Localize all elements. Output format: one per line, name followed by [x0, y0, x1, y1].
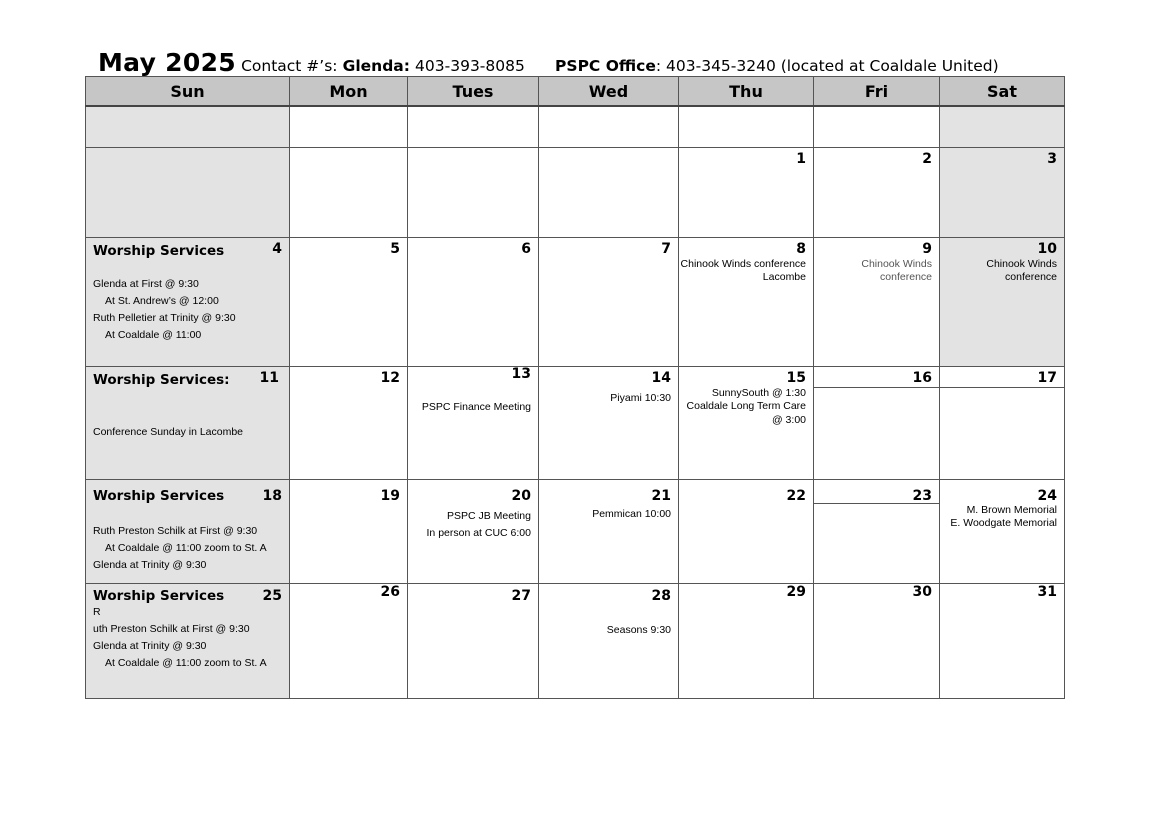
weekday-fri: Fri	[814, 77, 940, 107]
contact-label: Contact #’s:	[241, 57, 338, 75]
weekday-wed: Wed	[539, 77, 679, 107]
note-line: Ruth Preston Schilk at First @ 9:30	[93, 524, 258, 537]
event-line: Coaldale Long Term Care	[686, 400, 806, 412]
event-text	[610, 392, 671, 406]
day-number: 10	[1037, 240, 1057, 257]
day-number: 18	[262, 487, 282, 504]
note-line: Ruth Pelletier at Trinity @ 9:30	[93, 312, 236, 325]
day-cell[interactable]	[539, 366, 679, 479]
day-cell[interactable]	[940, 366, 1065, 479]
day-number: 20	[511, 487, 531, 504]
glenda-phone: 403-393-8085	[415, 57, 525, 75]
day-number: 11	[259, 369, 279, 386]
day-number: 28	[651, 587, 671, 604]
event-text	[607, 624, 671, 638]
day-cell-empty	[86, 106, 290, 147]
event-line: M. Brown Memorial	[966, 503, 1057, 516]
day-number: 1	[796, 150, 806, 167]
day-cell-empty	[290, 106, 408, 147]
day-cell-sunday[interactable]	[86, 366, 290, 479]
note-line: uth Preston Schilk at First @ 9:30	[93, 622, 250, 635]
day-cell[interactable]	[679, 583, 814, 698]
day-number: 30	[912, 583, 932, 600]
day-cell[interactable]	[408, 366, 539, 479]
office-phone: : 403-345-3240 (located at Coaldale United)	[655, 57, 999, 75]
note-line: At Coaldale @ 11:00 zoom to St. A	[105, 657, 267, 670]
event-text	[681, 258, 806, 285]
event-line: Piyami 10:30	[610, 391, 671, 404]
event-line: SunnySouth @ 1:30	[711, 386, 806, 399]
worship-notes	[93, 276, 236, 345]
day-cell[interactable]	[940, 147, 1065, 237]
event-line: In person at CUC 6:00	[426, 526, 531, 539]
blank-week-row	[86, 106, 1065, 147]
day-cell-empty	[940, 106, 1065, 147]
month-title: May 2025	[98, 48, 236, 77]
note-line: At Coaldale @ 11:00 zoom to St. A	[105, 541, 267, 554]
day-cell[interactable]	[679, 479, 814, 583]
event-line: conference	[880, 271, 932, 283]
day-cell[interactable]	[940, 237, 1065, 366]
week-row-2	[86, 237, 1065, 366]
glenda-label: Glenda:	[342, 57, 410, 75]
week-row-5	[86, 583, 1065, 698]
day-cell[interactable]	[408, 479, 539, 583]
day-number: 21	[651, 487, 671, 504]
day-number: 14	[651, 369, 671, 386]
calendar-header	[98, 48, 1098, 76]
day-number: 13	[511, 365, 531, 382]
day-number: 29	[786, 583, 806, 600]
event-text	[422, 401, 531, 415]
day-number: 5	[390, 240, 400, 257]
event-line: Seasons 9:30	[606, 623, 671, 636]
event-line: Chinook Winds	[986, 257, 1057, 270]
weekday-thu: Thu	[679, 77, 814, 107]
day-cell[interactable]	[539, 237, 679, 366]
day-cell[interactable]	[539, 479, 679, 583]
day-number: 9	[922, 240, 932, 257]
event-line: Lacombe	[762, 271, 806, 283]
event-line: PSPC Finance Meeting	[421, 400, 531, 413]
note-line: At St. Andrew’s @ 12:00	[105, 294, 219, 307]
day-number: 26	[380, 583, 400, 600]
day-cell-sunday[interactable]	[86, 583, 290, 698]
office-label: PSPC Office	[555, 57, 656, 75]
day-cell[interactable]	[408, 237, 539, 366]
day-cell[interactable]	[814, 479, 940, 583]
worship-services-label: Worship Services	[93, 587, 225, 604]
worship-services-label: Worship Services:	[93, 371, 230, 388]
note-line: Glenda at First @ 9:30	[93, 277, 199, 290]
day-number: 19	[380, 487, 400, 504]
day-number: 15	[786, 369, 806, 386]
event-line: PSPC JB Meeting	[446, 509, 531, 522]
worship-services-label: Worship Services	[93, 242, 225, 259]
day-number: 4	[272, 240, 282, 257]
day-cell[interactable]	[814, 147, 940, 237]
note-line: Glenda at Trinity @ 9:30	[93, 640, 207, 653]
worship-notes	[93, 523, 267, 575]
day-cell-empty	[86, 147, 290, 237]
weekday-mon: Mon	[290, 77, 408, 107]
day-cell[interactable]	[679, 147, 814, 237]
calendar-grid	[85, 76, 1065, 699]
day-cell-empty	[539, 106, 679, 147]
worship-notes	[93, 424, 243, 441]
worship-services-label: Worship Services	[93, 487, 225, 504]
day-cell-sunday[interactable]	[86, 237, 290, 366]
day-cell-empty	[539, 147, 679, 237]
day-number: 7	[661, 240, 671, 257]
day-cell-empty	[408, 147, 539, 237]
weekday-sat: Sat	[940, 77, 1065, 107]
day-cell-empty	[679, 106, 814, 147]
event-line: E. Woodgate Memorial	[950, 517, 1057, 529]
event-line: @ 3:00	[771, 413, 806, 426]
day-cell[interactable]	[679, 366, 814, 479]
week-row-1	[86, 147, 1065, 237]
note-line: Glenda at Trinity @ 9:30	[93, 559, 207, 572]
note-line: R	[93, 605, 101, 618]
event-text	[950, 504, 1057, 531]
event-line: conference	[1005, 271, 1057, 283]
day-cell-sunday[interactable]	[86, 479, 290, 583]
divider	[814, 387, 939, 388]
event-line: Chinook Winds	[861, 257, 932, 270]
day-number: 23	[912, 487, 932, 504]
day-cell[interactable]	[814, 366, 940, 479]
event-text	[861, 258, 932, 285]
event-text	[592, 508, 671, 522]
divider	[814, 503, 939, 504]
event-line: Pemmican 10:00	[592, 507, 671, 520]
day-cell[interactable]	[290, 583, 408, 698]
weekday-header-row	[86, 77, 1065, 107]
day-number: 31	[1037, 583, 1057, 600]
day-number: 3	[1047, 150, 1057, 167]
day-number: 27	[511, 587, 531, 604]
day-cell-empty	[408, 106, 539, 147]
note-line: At Coaldale @ 11:00	[105, 329, 202, 342]
day-number: 24	[1037, 487, 1057, 504]
day-number: 22	[786, 487, 806, 504]
event-text	[427, 508, 531, 542]
day-cell[interactable]	[290, 366, 408, 479]
day-cell-empty	[290, 147, 408, 237]
event-text	[986, 258, 1057, 285]
day-number: 17	[1037, 369, 1057, 386]
day-cell[interactable]	[814, 583, 940, 698]
week-row-4	[86, 479, 1065, 583]
day-cell[interactable]	[539, 583, 679, 698]
day-number: 25	[262, 587, 282, 604]
day-number: 2	[922, 150, 932, 167]
day-number: 12	[380, 369, 400, 386]
event-text	[687, 387, 806, 428]
day-cell-empty	[814, 106, 940, 147]
day-cell[interactable]	[814, 237, 940, 366]
day-cell[interactable]	[679, 237, 814, 366]
worship-notes	[93, 604, 267, 673]
day-cell[interactable]	[290, 237, 408, 366]
day-cell[interactable]	[940, 479, 1065, 583]
event-line: Chinook Winds conference	[680, 257, 806, 270]
divider	[940, 387, 1064, 388]
day-cell[interactable]	[408, 583, 539, 698]
day-cell[interactable]	[940, 583, 1065, 698]
day-cell[interactable]	[290, 479, 408, 583]
note-line: Conference Sunday in Lacombe	[93, 425, 244, 438]
day-number: 6	[521, 240, 531, 257]
weekday-tue: Tues	[408, 77, 539, 107]
week-row-3	[86, 366, 1065, 479]
day-number: 16	[912, 369, 932, 386]
weekday-sun: Sun	[86, 77, 290, 107]
day-number: 8	[796, 240, 806, 257]
